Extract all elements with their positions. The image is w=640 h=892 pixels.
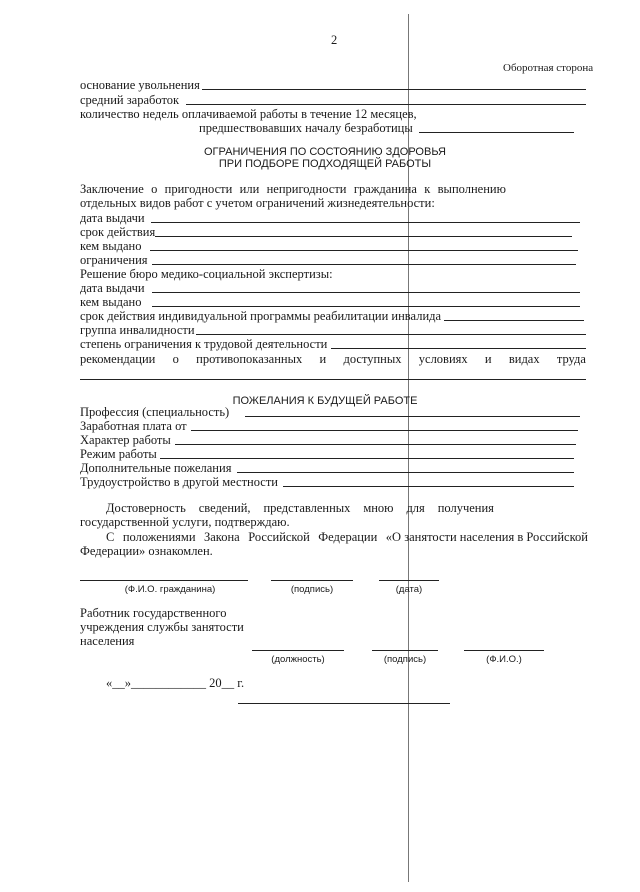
work-limit-label: степень ограничения к трудовой деятельности (80, 337, 328, 351)
wishes-section-title: ПОЖЕЛАНИЯ К БУДУЩЕЙ РАБОТЕ (232, 395, 418, 407)
dismissal-basis-field[interactable] (202, 89, 586, 90)
citizen-name-caption: (Ф.И.О. гражданина) (124, 584, 216, 595)
profession-label: Профессия (специальность) (80, 405, 230, 419)
work-nature-field[interactable] (175, 444, 576, 445)
recommendations-word: доступных (343, 352, 402, 366)
work-mode-field[interactable] (160, 458, 574, 459)
weeks-paid-field[interactable] (419, 132, 574, 133)
recommendations-word: условиях (418, 352, 468, 366)
work-limit-field[interactable] (331, 348, 586, 349)
recommendations-word: противопоказанных (196, 352, 303, 366)
disability-group-field[interactable] (196, 334, 586, 335)
citizen-signature-caption: (подпись) (290, 584, 334, 595)
salary-from-field[interactable] (191, 430, 578, 431)
recommendations-word: видах (508, 352, 540, 366)
intro-word: гражданина (353, 182, 417, 196)
validity-field[interactable] (155, 236, 572, 237)
recommendations-field[interactable] (80, 379, 586, 380)
extra-wishes-label: Дополнительные пожелания (80, 461, 232, 475)
intro-word: Заключение (80, 182, 144, 196)
law-line-1 (106, 530, 588, 544)
mse-decision-label: Решение бюро медико-социальной экспертизы: (80, 267, 333, 281)
limitations-label: ограничения (80, 253, 148, 267)
intro-word: о (151, 182, 158, 196)
reverse-side-label: Оборотная сторона (503, 62, 594, 74)
relocation-field[interactable] (283, 486, 574, 487)
law-word: «О занятости населения в Российской (385, 530, 588, 544)
worker-position-caption: (должность) (271, 654, 325, 665)
worker-signature-caption: (подпись) (383, 654, 427, 665)
law-word: Закона (203, 530, 240, 544)
bottom-signature-field[interactable] (238, 703, 450, 704)
health-intro-line-1 (80, 182, 506, 196)
dismissal-basis-label: основание увольнения (80, 78, 200, 92)
recommendations-word: и (319, 352, 327, 366)
issued-by-2-field[interactable] (152, 306, 580, 307)
reliability-word: для (406, 501, 425, 515)
limitations-field[interactable] (152, 264, 576, 265)
intro-word: непригодности (266, 182, 347, 196)
page-number: 2 (331, 33, 338, 47)
citizen-signature-field[interactable] (271, 580, 353, 581)
issued-by-2-label: кем выдано (80, 295, 142, 309)
worker-position-field[interactable] (252, 650, 344, 651)
weeks-paid-label-1: количество недель оплачиваемой работы в течение 12 месяцев, (80, 107, 417, 121)
recommendations-word: о (172, 352, 179, 366)
issue-date-label: дата выдачи (80, 211, 145, 225)
relocation-label: Трудоустройство в другой местности (80, 475, 278, 489)
issue-date-field[interactable] (151, 222, 580, 223)
reliability-line-2: государственной услуги, подтверждаю. (80, 515, 290, 529)
work-mode-label: Режим работы (80, 447, 157, 461)
issued-by-field[interactable] (150, 250, 578, 251)
recommendations-word: рекомендации (80, 352, 156, 366)
worker-label-2: учреждения службы занятости (80, 620, 244, 634)
disability-group-label: группа инвалидности (80, 323, 195, 337)
citizen-name-field[interactable] (80, 580, 248, 581)
reliability-word: получения (437, 501, 494, 515)
recommendations-line (80, 352, 586, 366)
reliability-word: мною (363, 501, 394, 515)
worker-label-3: населения (80, 634, 135, 648)
intro-word: к (424, 182, 431, 196)
reliability-word: Достоверность (106, 501, 186, 515)
worker-name-caption: (Ф.И.О.) (486, 654, 522, 665)
intro-word: пригодности (164, 182, 233, 196)
worker-name-field[interactable] (464, 650, 544, 651)
recommendations-word: труда (556, 352, 586, 366)
issued-by-label: кем выдано (80, 239, 142, 253)
reliability-word: представленных (263, 501, 351, 515)
extra-wishes-field[interactable] (237, 472, 574, 473)
salary-from-label: Заработная плата от (80, 419, 187, 433)
law-line-2: Федерации» ознакомлен. (80, 544, 213, 558)
health-section-title-1: ОГРАНИЧЕНИЯ ПО СОСТОЯНИЮ ЗДОРОВЬЯ (204, 146, 446, 158)
profession-field[interactable] (245, 416, 580, 417)
worker-signature-field[interactable] (372, 650, 438, 651)
ipr-validity-label: срок действия индивидуальной программы реабилитации инвалида (80, 309, 442, 323)
date-line[interactable]: «__»____________ 20__ г. (106, 676, 245, 690)
avg-salary-field[interactable] (186, 104, 586, 105)
work-nature-label: Характер работы (80, 433, 171, 447)
health-section-title-2: ПРИ ПОДБОРЕ ПОДХОДЯЩЕЙ РАБОТЫ (218, 158, 432, 170)
law-word: Российской (248, 530, 310, 544)
ipr-validity-field[interactable] (444, 320, 584, 321)
recommendations-word: и (484, 352, 492, 366)
worker-label-1: Работник государственного (80, 606, 227, 620)
intro-word: или (239, 182, 260, 196)
citizen-date-field[interactable] (379, 580, 439, 581)
citizen-date-caption: (дата) (395, 584, 423, 595)
health-intro-line-2: отдельных видов работ с учетом ограничений жизнедеятельности: (80, 196, 435, 210)
law-word: С (106, 530, 115, 544)
validity-label: срок действия (80, 225, 156, 239)
avg-salary-label: средний заработок (80, 93, 180, 107)
law-word: положениями (122, 530, 196, 544)
weeks-paid-label-2: предшествовавших началу безработицы (199, 121, 413, 135)
issue-date-2-label: дата выдачи (80, 281, 145, 295)
law-word: Федерации (318, 530, 378, 544)
reliability-line-1 (106, 501, 494, 515)
issue-date-2-field[interactable] (152, 292, 580, 293)
intro-word: выполнению (437, 182, 506, 196)
reliability-word: сведений, (198, 501, 251, 515)
